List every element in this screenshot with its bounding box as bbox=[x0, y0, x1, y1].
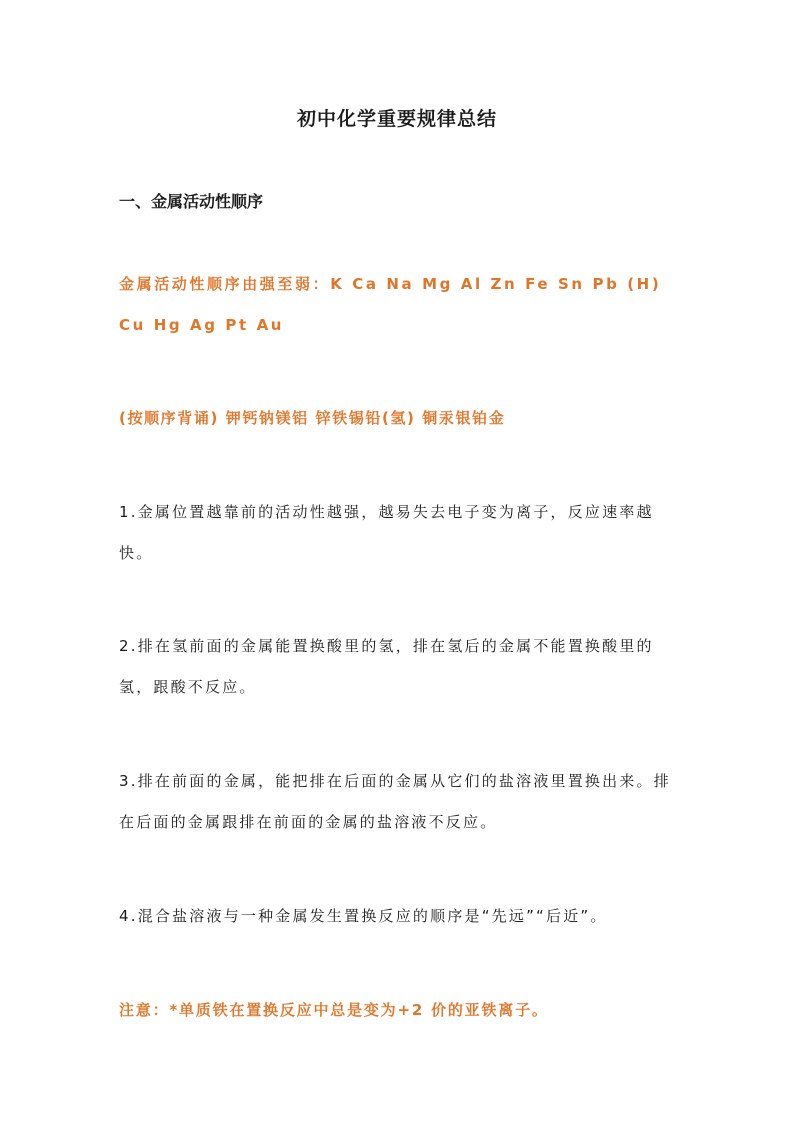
rule-paragraph-1: 1.金属位置越靠前的活动性越强，越易失去电子变为离子，反应速率越快。 bbox=[119, 503, 654, 562]
mnemonic-paragraph: (按顺序背诵) 钾钙钠镁铝 锌铁锡铅(氢) 铜汞银铂金 bbox=[119, 409, 506, 427]
rule-paragraph-3: 3.排在前面的金属，能把排在后面的金属从它们的盐溶液里置换出来。排在后面的金属跟排在前面的金属的盐溶液不反应。 bbox=[119, 772, 671, 831]
rule-paragraph-4: 4.混合盐溶液与一种金属发生置换反应的顺序是“先远”“后近”。 bbox=[119, 907, 608, 925]
section-heading-metal-activity: 一、金属活动性顺序 bbox=[119, 192, 264, 211]
note-paragraph: 注意：*单质铁在置换反应中总是变为+2 价的亚铁离子。 bbox=[119, 1001, 549, 1019]
page-title: 初中化学重要规律总结 bbox=[296, 108, 497, 130]
activity-order-paragraph: 金属活动性顺序由强至弱：K Ca Na Mg Al Zn Fe Sn Pb (H) Cu Hg Ag Pt Au bbox=[119, 275, 662, 334]
rule-paragraph-2: 2.排在氢前面的金属能置换酸里的氢，排在氢后的金属不能置换酸里的氢，跟酸不反应。 bbox=[119, 637, 654, 696]
